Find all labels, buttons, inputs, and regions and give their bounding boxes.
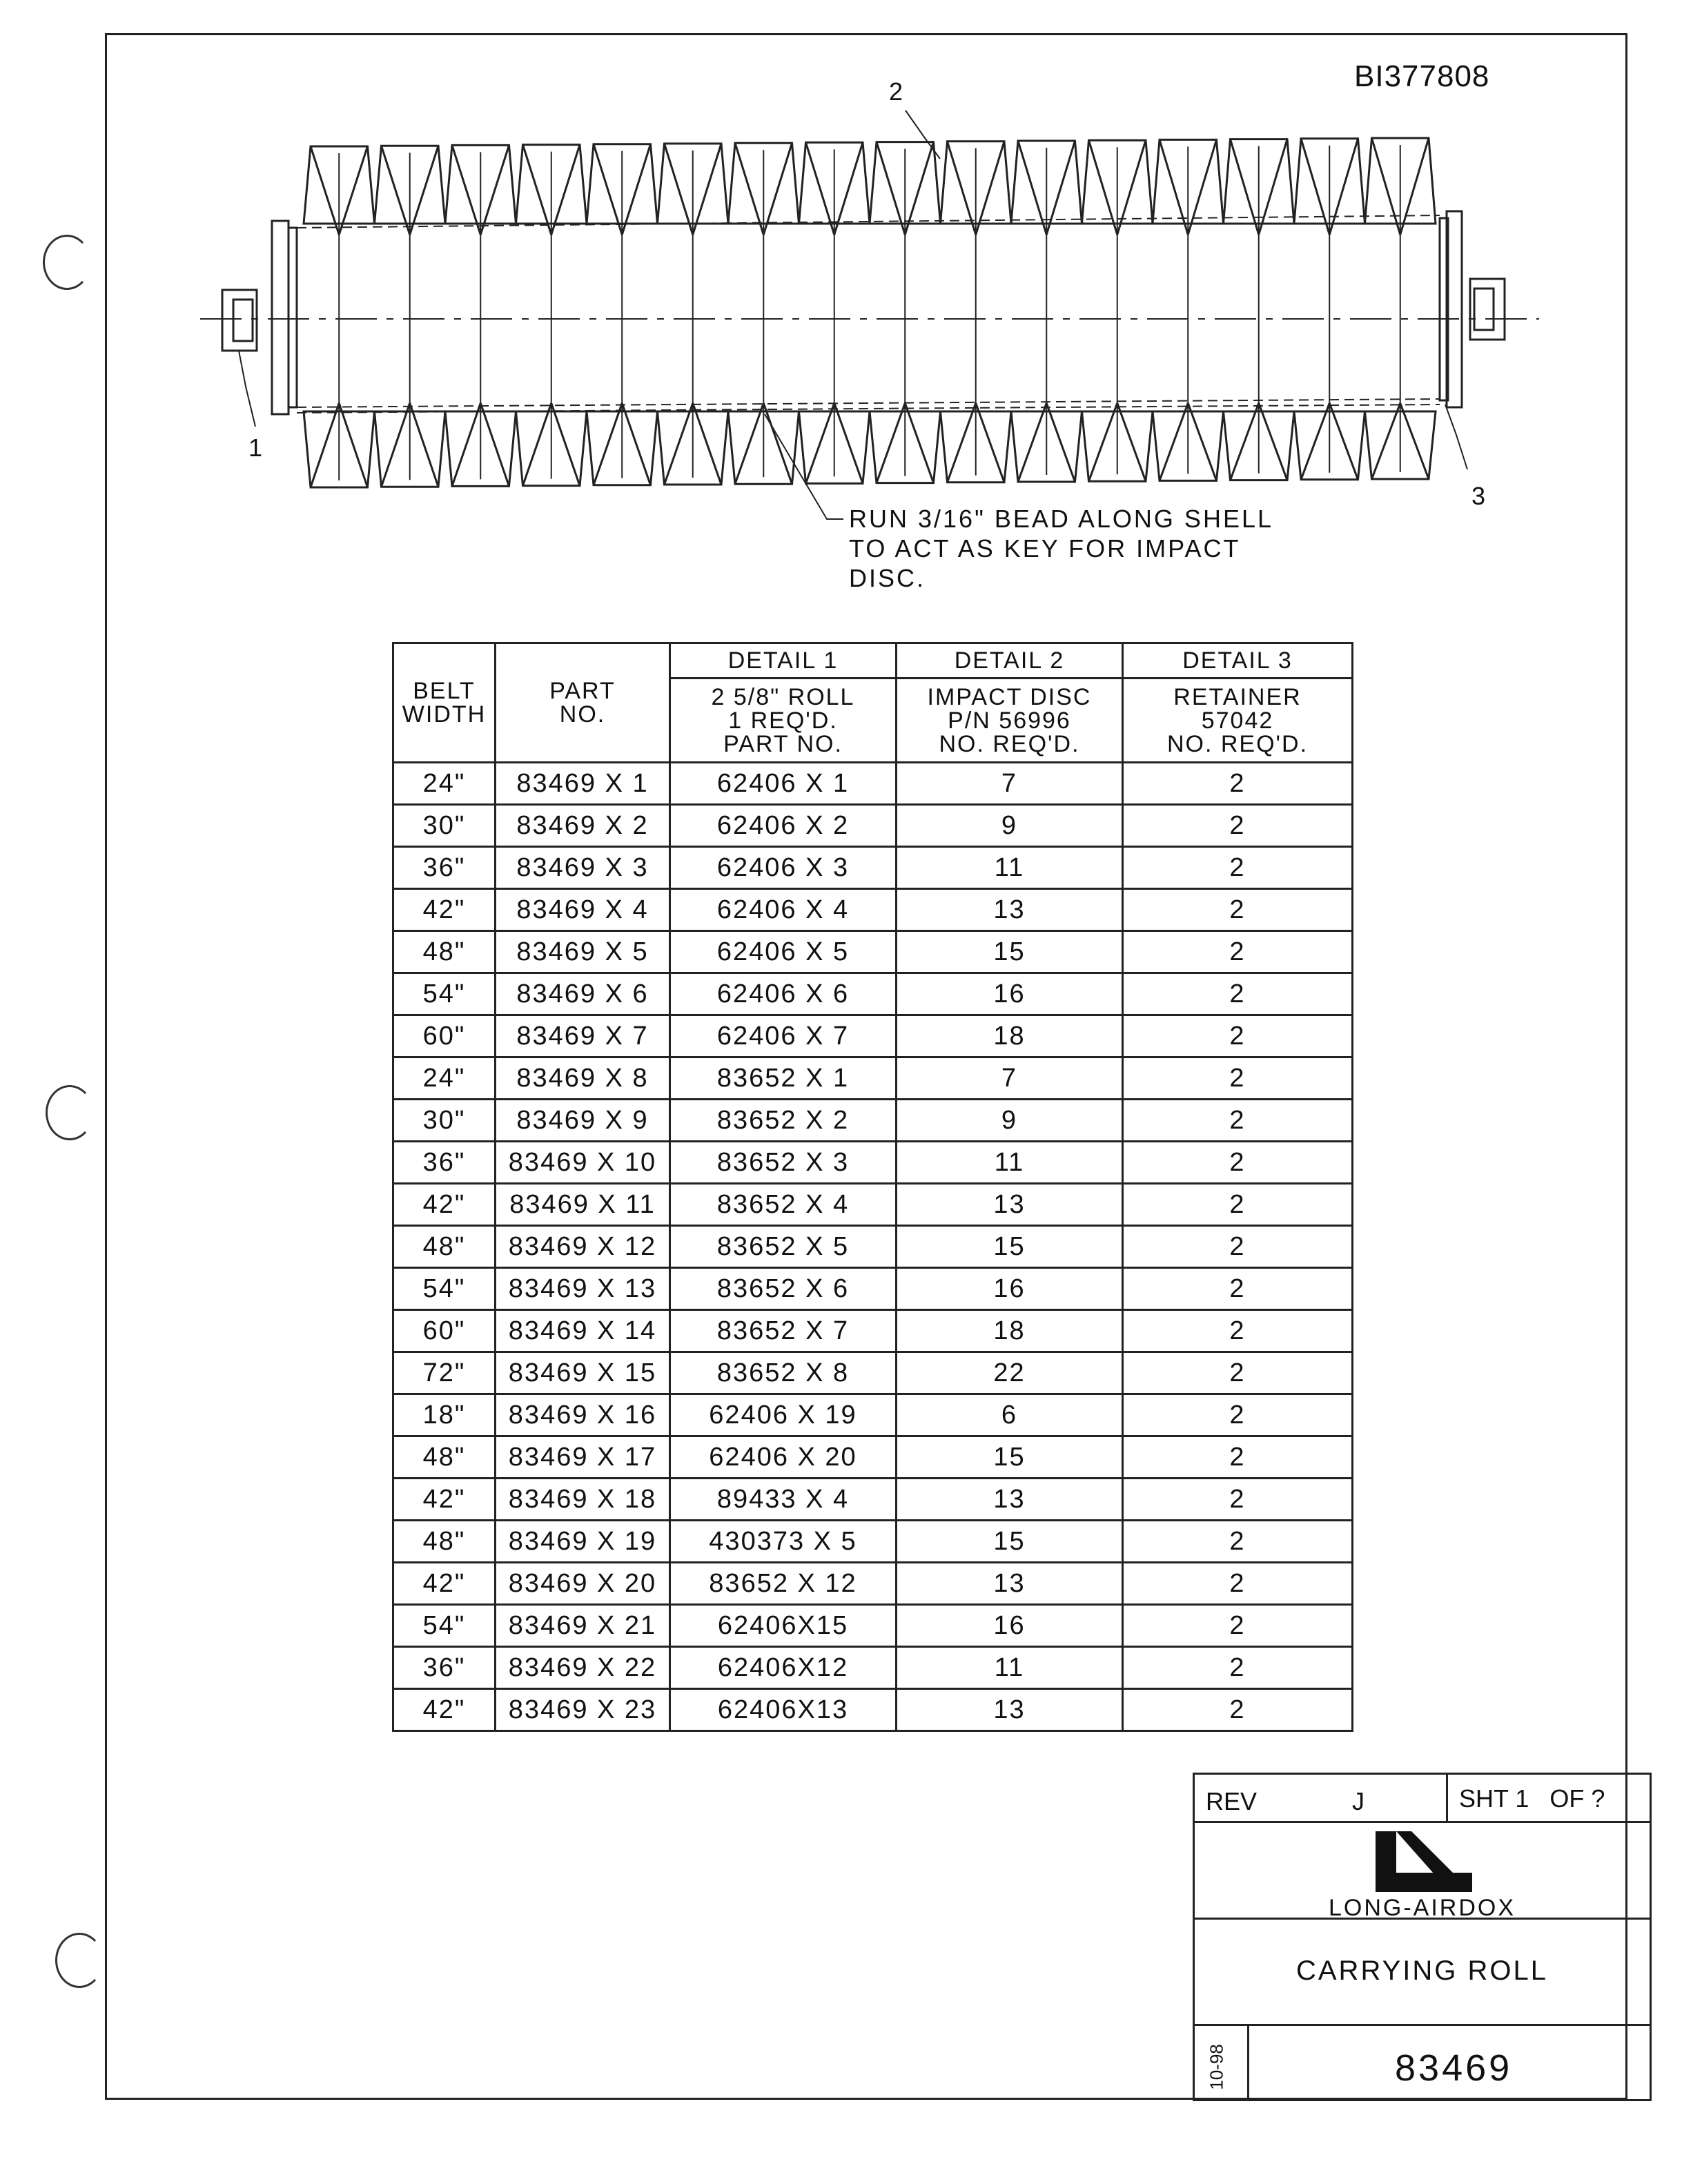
belt-width-cell: 30" (393, 1100, 496, 1142)
detail-1-cell: 62406 X 6 (670, 973, 897, 1015)
belt-width-cell: 48" (393, 1521, 496, 1563)
detail-2-qty-cell: 7 (897, 763, 1123, 805)
impact-disc-edge (1160, 139, 1188, 235)
drawing-number: 83469 (1395, 2047, 1513, 2089)
detail-3-qty-cell: 2 (1123, 1563, 1353, 1605)
detail-2-qty-cell: 13 (897, 889, 1123, 931)
part-no-cell: 83469 X 16 (496, 1394, 670, 1436)
impact-disc-edge (1259, 403, 1287, 480)
impact-disc-edge (311, 146, 339, 235)
part-no-cell: 83469 X 17 (496, 1436, 670, 1479)
impact-disc-edge (1329, 403, 1358, 480)
impact-disc-edge (523, 145, 551, 235)
table-row (393, 1689, 1353, 1731)
belt-width-cell: 24" (393, 1057, 496, 1100)
table-row (393, 1605, 1353, 1647)
impact-disc-edge (452, 403, 480, 486)
detail-3-qty-cell: 2 (1123, 805, 1353, 847)
detail-3-qty-cell: 2 (1123, 1479, 1353, 1521)
detail-2-qty-cell: 11 (897, 1142, 1123, 1184)
belt-width-cell: 60" (393, 1015, 496, 1057)
detail-2-qty-cell: 22 (897, 1352, 1123, 1394)
table-row (393, 1015, 1353, 1057)
leader-1 (239, 351, 255, 427)
leader-3 (1445, 404, 1467, 469)
belt-width-cell: 54" (393, 1605, 496, 1647)
impact-disc-edge (1400, 403, 1429, 479)
table-row (393, 1268, 1353, 1310)
detail-2-qty-cell: 16 (897, 1605, 1123, 1647)
weld-note: RUN 3/16" BEAD ALONG SHELL TO ACT AS KEY FOR IMPACT DISC. (849, 505, 1273, 592)
detail-3-qty-cell: 2 (1123, 763, 1353, 805)
title-block (1193, 1773, 1652, 2101)
part-no-cell: 83469 X 4 (496, 889, 670, 931)
detail-2-qty-cell: 13 (897, 1563, 1123, 1605)
table-row (393, 889, 1353, 931)
detail-3-qty-cell: 2 (1123, 1352, 1353, 1394)
detail-3-qty-cell: 2 (1123, 1605, 1353, 1647)
detail-1-cell: 62406X15 (670, 1605, 897, 1647)
part-no-cell: 83469 X 14 (496, 1310, 670, 1352)
impact-disc-edge (1018, 403, 1046, 482)
header-detail-3: DETAIL 3 (1123, 643, 1353, 679)
part-no-cell: 83469 X 6 (496, 973, 670, 1015)
part-no-cell: 83469 X 18 (496, 1479, 670, 1521)
table-row (393, 763, 1353, 805)
parts-table-body (393, 763, 1353, 1731)
sheet-number: SHT 1 OF ? (1446, 1775, 1605, 1823)
impact-disc-edge (1188, 403, 1216, 480)
rev-value: J (1352, 1787, 1364, 1815)
title-row (1195, 1920, 1650, 2026)
detail-2-qty-cell: 13 (897, 1479, 1123, 1521)
table-row (393, 1521, 1353, 1563)
impact-disc-edge (1089, 403, 1117, 481)
date-separator (1247, 2026, 1249, 2099)
impact-disc-edge (622, 144, 650, 235)
detail-1-cell: 62406X13 (670, 1689, 897, 1731)
number-row (1195, 2026, 1650, 2099)
detail-2-qty-cell: 9 (897, 1100, 1123, 1142)
impact-disc-edge (1301, 403, 1329, 480)
impact-disc-edge (594, 403, 622, 485)
callout-2: 2 (889, 77, 903, 106)
header-detail-2-desc: IMPACT DISC P/N 56996 NO. REQ'D. (897, 679, 1123, 763)
impact-disc-edge (1259, 139, 1287, 235)
detail-3-qty-cell: 2 (1123, 1647, 1353, 1689)
detail-2-qty-cell: 16 (897, 1268, 1123, 1310)
detail-3-qty-cell: 2 (1123, 973, 1353, 1015)
logo-row (1195, 1823, 1650, 1920)
impact-disc-edge (339, 403, 367, 487)
detail-1-cell: 83652 X 2 (670, 1100, 897, 1142)
impact-disc-edge (763, 403, 792, 484)
callout-1: 1 (248, 433, 263, 462)
left-shaft-inner (233, 300, 253, 341)
belt-width-cell: 48" (393, 1226, 496, 1268)
detail-2-qty-cell: 13 (897, 1184, 1123, 1226)
detail-3-qty-cell: 2 (1123, 847, 1353, 889)
impact-disc-edge (382, 403, 410, 487)
part-no-cell: 83469 X 21 (496, 1605, 670, 1647)
detail-3-qty-cell: 2 (1123, 889, 1353, 931)
detail-3-qty-cell: 2 (1123, 1226, 1353, 1268)
belt-width-cell: 60" (393, 1310, 496, 1352)
impact-disc-edge (1018, 141, 1046, 235)
belt-width-cell: 30" (393, 805, 496, 847)
detail-1-cell: 62406 X 4 (670, 889, 897, 931)
part-no-cell: 83469 X 12 (496, 1226, 670, 1268)
part-no-cell: 83469 X 10 (496, 1142, 670, 1184)
detail-3-qty-cell: 2 (1123, 1184, 1353, 1226)
impact-disc-edge (948, 403, 976, 482)
table-row (393, 1226, 1353, 1268)
impact-disc-edge (905, 142, 933, 235)
detail-2-qty-cell: 13 (897, 1689, 1123, 1731)
part-no-cell: 83469 X 11 (496, 1184, 670, 1226)
impact-disc-edge (382, 146, 410, 235)
leader-2 (906, 110, 940, 159)
detail-2-qty-cell: 9 (897, 805, 1123, 847)
detail-3-qty-cell: 2 (1123, 1521, 1353, 1563)
impact-disc-edge (339, 146, 367, 235)
table-row (393, 931, 1353, 973)
detail-1-cell: 62406 X 19 (670, 1394, 897, 1436)
detail-2-qty-cell: 11 (897, 847, 1123, 889)
shell-bottom-line (297, 399, 1440, 407)
detail-2-qty-cell: 18 (897, 1015, 1123, 1057)
header-detail-1: DETAIL 1 (670, 643, 897, 679)
company-name: LONG-AIRDOX (1328, 1895, 1516, 1921)
impact-disc-edge (1372, 138, 1400, 235)
impact-disc-edge (877, 403, 905, 483)
header-detail-3-desc: RETAINER 57042 NO. REQ'D. (1123, 679, 1353, 763)
detail-1-cell: 83652 X 6 (670, 1268, 897, 1310)
detail-2-qty-cell: 7 (897, 1057, 1123, 1100)
header-belt-width: BELT WIDTH (393, 643, 496, 763)
table-row (393, 1184, 1353, 1226)
belt-width-cell: 24" (393, 763, 496, 805)
impact-disc-edge (1231, 139, 1259, 235)
impact-disc-edge (480, 403, 509, 486)
detail-2-qty-cell: 18 (897, 1310, 1123, 1352)
left-end-cap (272, 221, 288, 414)
belt-width-cell: 54" (393, 973, 496, 1015)
detail-1-cell: 83652 X 7 (670, 1310, 897, 1352)
impact-disc-edge (1329, 139, 1358, 235)
part-no-cell: 83469 X 7 (496, 1015, 670, 1057)
detail-1-cell: 83652 X 12 (670, 1563, 897, 1605)
impact-disc-edge (665, 144, 693, 235)
impact-disc-edge (410, 403, 438, 487)
detail-3-qty-cell: 2 (1123, 931, 1353, 973)
detail-3-qty-cell: 2 (1123, 1100, 1353, 1142)
revision-row (1195, 1775, 1650, 1823)
impact-disc-edge (523, 403, 551, 486)
belt-width-cell: 48" (393, 1436, 496, 1479)
table-row (393, 1394, 1353, 1436)
impact-disc-edge (1046, 403, 1075, 482)
impact-disc-edge (806, 142, 834, 235)
detail-1-cell: 83652 X 4 (670, 1184, 897, 1226)
header-detail-2: DETAIL 2 (897, 643, 1123, 679)
part-no-cell: 83469 X 22 (496, 1647, 670, 1689)
detail-3-qty-cell: 2 (1123, 1015, 1353, 1057)
impact-disc-edge (735, 143, 763, 235)
table-row (393, 1057, 1353, 1100)
binder-hole-middle (46, 1085, 94, 1140)
impact-disc-edge (735, 403, 763, 484)
impact-disc-edge (622, 403, 650, 485)
detail-1-cell: 83652 X 3 (670, 1142, 897, 1184)
impact-disc-edge (665, 403, 693, 485)
detail-3-qty-cell: 2 (1123, 1057, 1353, 1100)
impact-disc-edge (1046, 141, 1075, 235)
detail-2-qty-cell: 15 (897, 1521, 1123, 1563)
drawing-title: CARRYING ROLL (1295, 1956, 1548, 1986)
impact-disc-edge (311, 403, 339, 487)
table-row (393, 1647, 1353, 1689)
table-row (393, 1563, 1353, 1605)
part-no-cell: 83469 X 1 (496, 763, 670, 805)
table-row (393, 973, 1353, 1015)
part-no-cell: 83469 X 19 (496, 1521, 670, 1563)
belt-width-cell: 18" (393, 1394, 496, 1436)
impact-disc-edge (1400, 138, 1429, 235)
company-logo (1369, 1827, 1479, 1896)
impact-disc-edge (1117, 403, 1146, 481)
detail-1-cell: 62406 X 1 (670, 763, 897, 805)
detail-1-cell: 83652 X 1 (670, 1057, 897, 1100)
belt-width-cell: 36" (393, 1142, 496, 1184)
impact-disc-edge (480, 145, 509, 235)
table-row (393, 847, 1353, 889)
belt-width-cell: 54" (393, 1268, 496, 1310)
detail-3-qty-cell: 2 (1123, 1310, 1353, 1352)
header-detail-1-desc: 2 5/8" ROLL 1 REQ'D. PART NO. (670, 679, 897, 763)
belt-width-cell: 36" (393, 847, 496, 889)
table-row (393, 1479, 1353, 1521)
detail-1-cell: 62406 X 5 (670, 931, 897, 973)
detail-2-qty-cell: 16 (897, 973, 1123, 1015)
impact-disc-edge (1372, 403, 1400, 479)
right-shaft-inner (1474, 289, 1494, 330)
table-row (393, 1310, 1353, 1352)
belt-width-cell: 42" (393, 1689, 496, 1731)
detail-3-qty-cell: 2 (1123, 1436, 1353, 1479)
belt-width-cell: 72" (393, 1352, 496, 1394)
detail-1-cell: 62406 X 3 (670, 847, 897, 889)
impact-disc-edge (452, 145, 480, 235)
date-code: 10-98 (1206, 2044, 1227, 2090)
detail-3-qty-cell: 2 (1123, 1394, 1353, 1436)
detail-2-qty-cell: 6 (897, 1394, 1123, 1436)
impact-disc-edge (976, 403, 1004, 482)
detail-1-cell: 62406 X 2 (670, 805, 897, 847)
detail-2-qty-cell: 15 (897, 1226, 1123, 1268)
part-no-cell: 83469 X 5 (496, 931, 670, 973)
part-no-cell: 83469 X 20 (496, 1563, 670, 1605)
belt-width-cell: 42" (393, 889, 496, 931)
impact-disc-edge (594, 144, 622, 235)
impact-disc-edge (1160, 403, 1188, 480)
impact-disc-edge (410, 146, 438, 235)
detail-1-cell: 83652 X 5 (670, 1226, 897, 1268)
part-no-cell: 83469 X 23 (496, 1689, 670, 1731)
table-row (393, 1352, 1353, 1394)
drawing-id: BI377808 (1354, 59, 1490, 93)
detail-1-cell: 62406X12 (670, 1647, 897, 1689)
impact-disc-edge (693, 403, 721, 485)
detail-1-cell: 430373 X 5 (670, 1521, 897, 1563)
rev-label: REV (1206, 1787, 1258, 1815)
header-part-no: PART NO. (496, 643, 670, 763)
belt-width-cell: 36" (393, 1647, 496, 1689)
detail-1-cell: 62406 X 7 (670, 1015, 897, 1057)
callout-3: 3 (1471, 482, 1486, 510)
part-no-cell: 83469 X 3 (496, 847, 670, 889)
part-no-cell: 83469 X 13 (496, 1268, 670, 1310)
impact-disc-edge (1231, 403, 1259, 480)
detail-2-qty-cell: 15 (897, 1436, 1123, 1479)
impact-disc-edge (693, 144, 721, 235)
detail-3-qty-cell: 2 (1123, 1142, 1353, 1184)
part-no-cell: 83469 X 9 (496, 1100, 670, 1142)
detail-1-cell: 62406 X 20 (670, 1436, 897, 1479)
impact-disc-edge (1188, 139, 1216, 235)
table-row (393, 805, 1353, 847)
detail-2-qty-cell: 15 (897, 931, 1123, 973)
part-no-cell: 83469 X 2 (496, 805, 670, 847)
binder-hole-bottom (55, 1933, 104, 1988)
impact-disc-edge (551, 145, 580, 235)
table-row (393, 1436, 1353, 1479)
detail-1-cell: 83652 X 8 (670, 1352, 897, 1394)
impact-disc-edge (834, 403, 863, 483)
part-no-cell: 83469 X 8 (496, 1057, 670, 1100)
table-row (393, 1142, 1353, 1184)
belt-width-cell: 42" (393, 1479, 496, 1521)
belt-width-cell: 42" (393, 1184, 496, 1226)
belt-width-cell: 42" (393, 1563, 496, 1605)
detail-3-qty-cell: 2 (1123, 1689, 1353, 1731)
impact-disc-edge (763, 143, 792, 235)
impact-disc-edge (551, 403, 580, 486)
detail-3-qty-cell: 2 (1123, 1268, 1353, 1310)
detail-1-cell: 89433 X 4 (670, 1479, 897, 1521)
impact-disc-edge (834, 142, 863, 235)
detail-2-qty-cell: 11 (897, 1647, 1123, 1689)
table-row (393, 1100, 1353, 1142)
parts-table (392, 642, 1353, 1732)
impact-disc-edge (806, 403, 834, 483)
belt-width-cell: 48" (393, 931, 496, 973)
impact-disc-edge (1301, 139, 1329, 235)
left-retainer (288, 228, 297, 407)
impact-disc-edge (1117, 140, 1146, 235)
part-no-cell: 83469 X 15 (496, 1352, 670, 1394)
impact-disc-edge (905, 403, 933, 483)
impact-disc-edge (1089, 140, 1117, 235)
